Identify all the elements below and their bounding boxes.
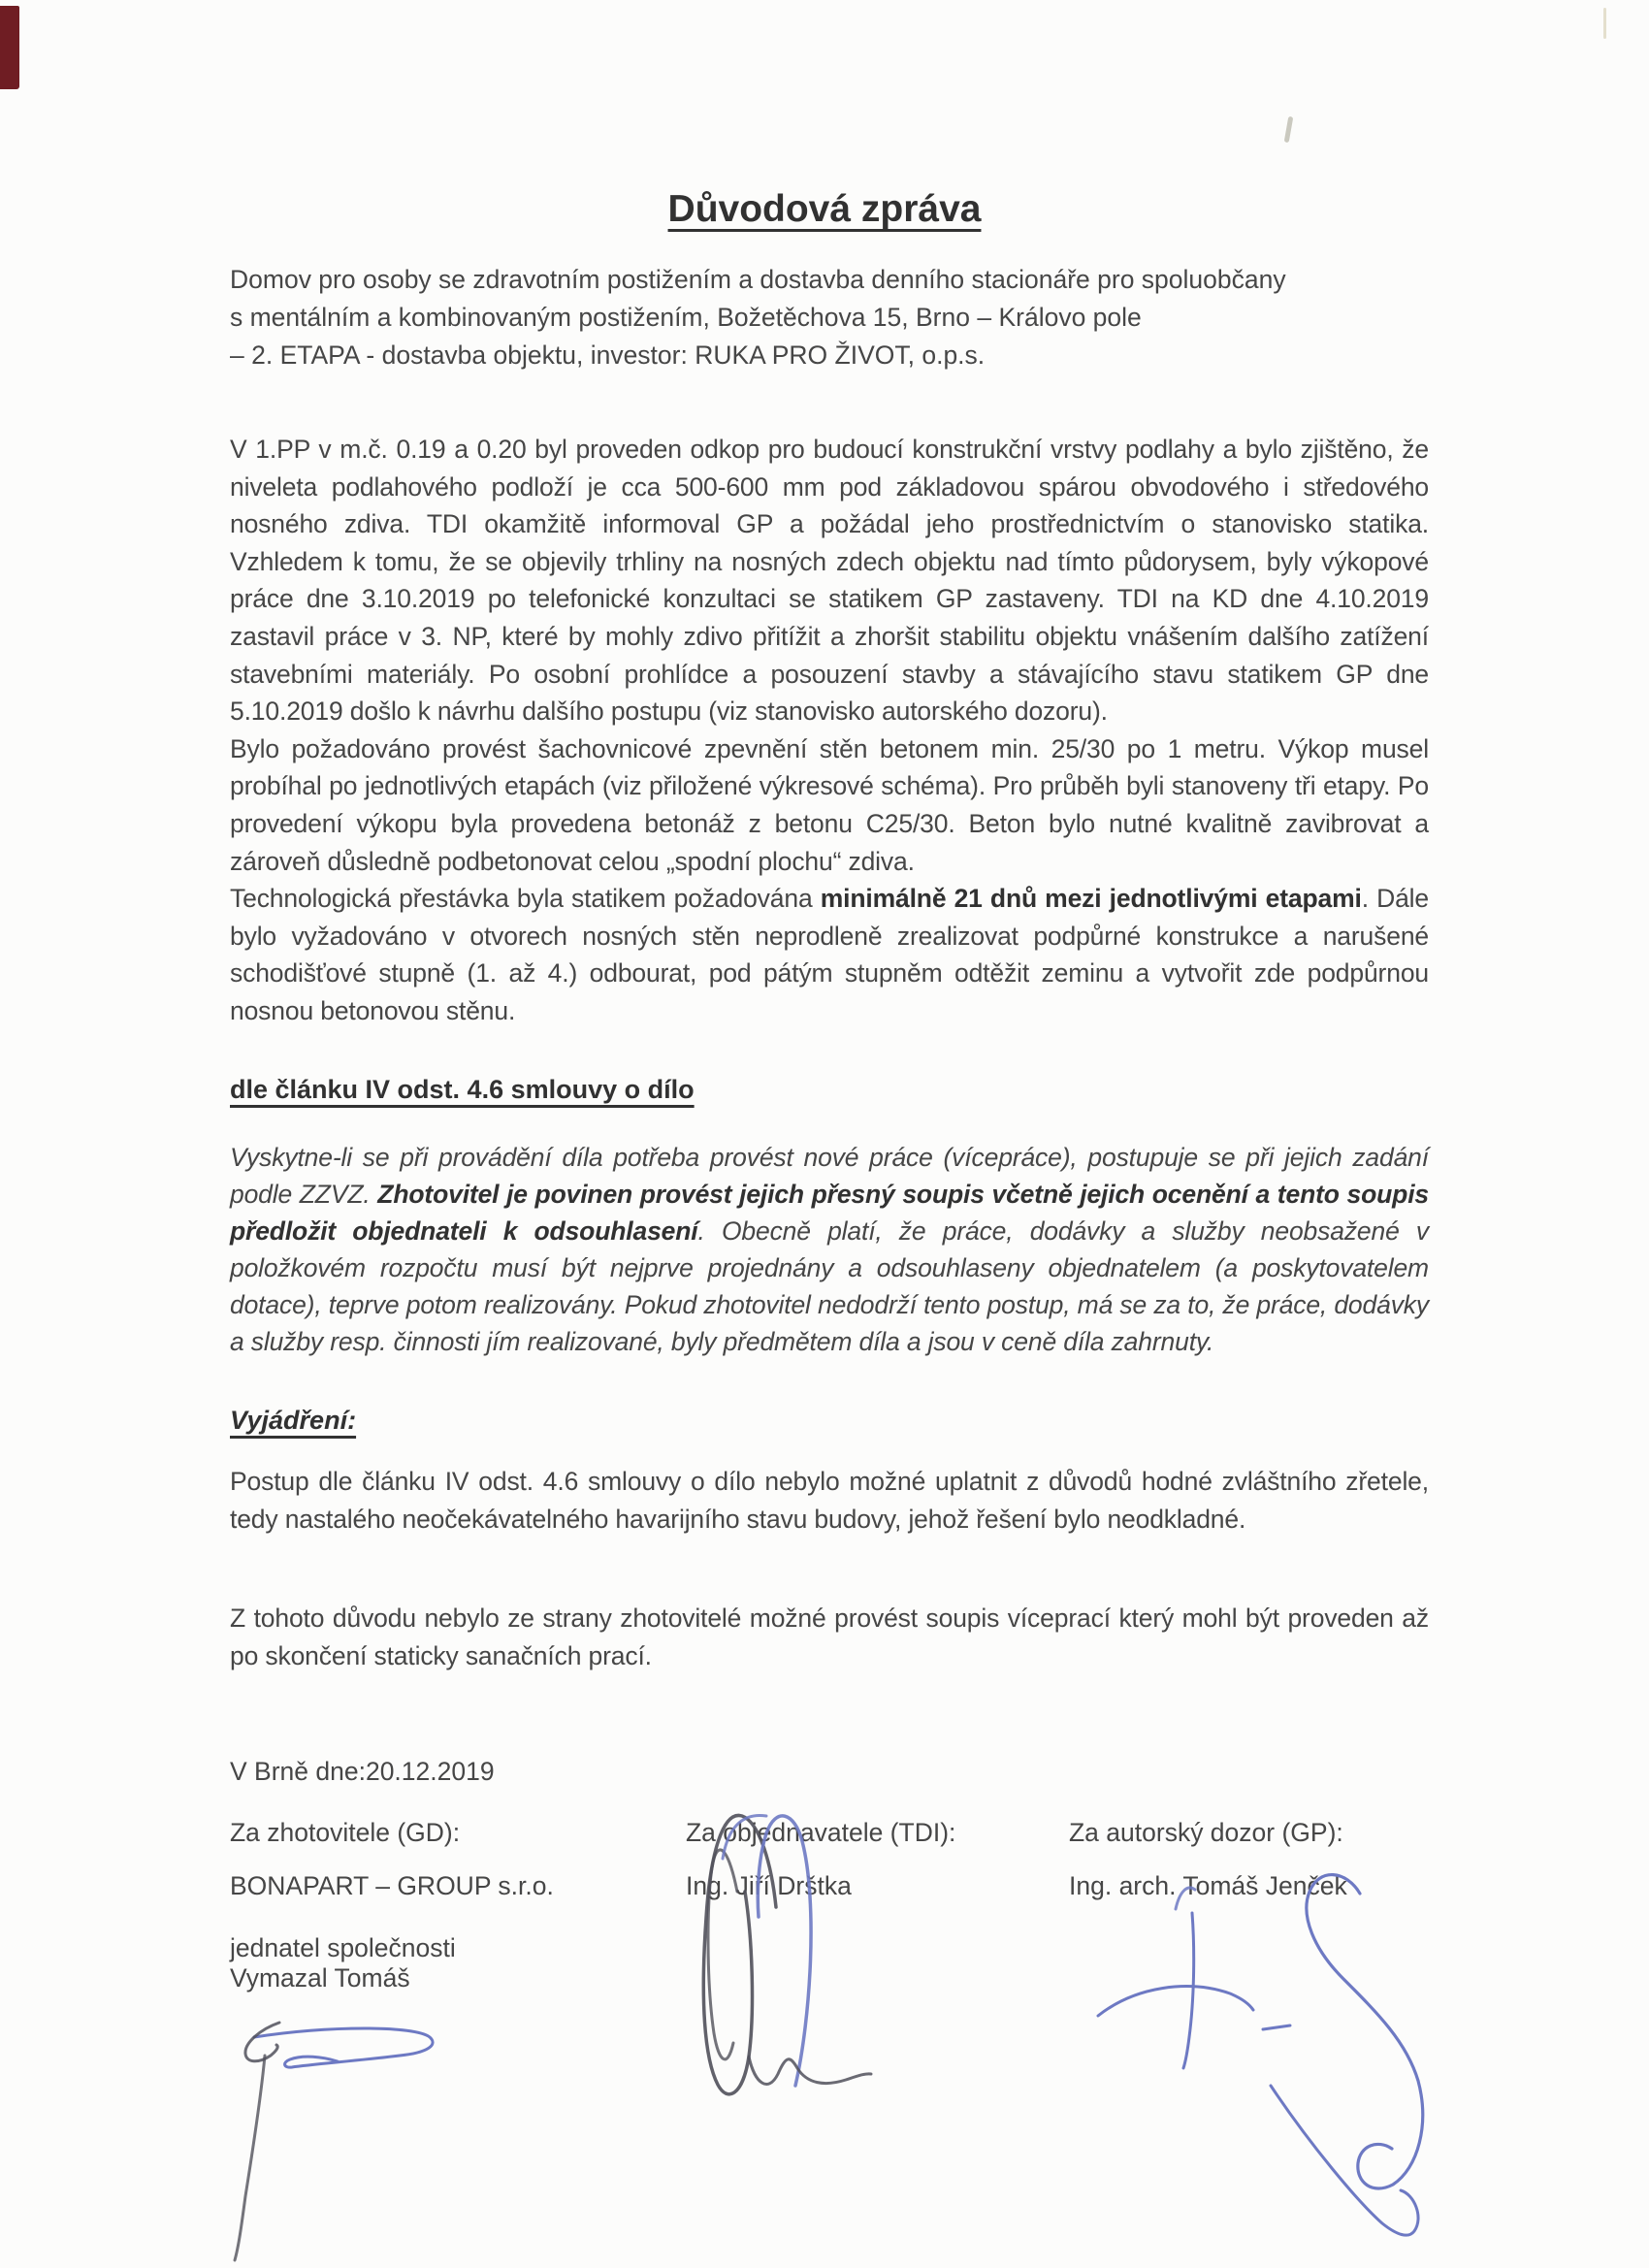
body-paragraph-1: V 1.PP v m.č. 0.19 a 0.20 byl proveden odkop pro budoucí konstrukční vrstvy podlahy a bylo zjištěno, že niveleta podlahového podloží je cca 500-600 mm pod základovou spárou obvodového i středového nosného zdiva. TDI okamžitě informoval GP a požádal jeho prostřednictvím o stanovisko statika. Vzhledem k tomu, že se objevily trhliny na nosných zdech objektu nad tímto půdorysem, byly výkopové práce dne 3.10.2019 po telefonické konzultaci se statikem GP zastaveny. TDI na KD dne 4.10.2019 zastavil práce v 3. NP, které by mohly zdivo přitížit a zhoršit stabilitu objektu vnášením dalšího zatížení stavebními materiály. Po osobní prohlídce a posouzení stavby a stávajícího stavu statikem GP dne 5.10.2019 došlo k návrhu dalšího postupu (viz stanovisko autorského dozoru). <box>230 435 1429 727</box>
signature-role-tdi: Za objednavatele (TDI): <box>686 1818 956 1847</box>
document-title: Důvodová zpráva <box>667 188 982 230</box>
signature-company-gd: BONAPART – GROUP s.r.o. <box>230 1871 554 1900</box>
signature-tdi-ink <box>703 1815 871 2093</box>
scan-artifact-smudge <box>1284 116 1294 143</box>
signature-name-tdi: Ing. Jiří Drštka <box>686 1871 852 1900</box>
scan-artifact-corner <box>0 6 19 89</box>
intro-line-1: Domov pro osoby se zdravotním postižením a dostavba denního stacionáře pro spoluobčany <box>230 265 1286 294</box>
contract-clause-quote: Vyskytne-li se při provádění díla potřeba provést nové práce (vícepráce), postupuje se při jejich zadání podle ZZVZ. Zhotovitel je povinen provést jejich přesný soupis včetně jejich ocenění a tento soupis předložit objednateli k odsouhlasení. Obecně platí, že práce, dodávky a služby neobsažené v položkovém rozpočtu musí být nejprve projednány a odsouhlaseny objednatelem (a poskytovatelem dotace), teprve potom realizovány. Pokud zhotovitel nedodrží tento postup, má se za to, že práce, dodávky a služby resp. činnosti jím realizované, byly předmětem díla a jsou v ceně díla zahrnuty. <box>230 1143 1429 1356</box>
body-paragraph-2: Bylo požadováno provést šachovnicové zpevnění stěn betonem min. 25/30 po 1 metru. Výkop musel probíhal po jednotlivých etapách (viz přiložené výkresové schéma). Pro průběh byli stanoveny tři etapy. Po provedení výkopu byla provedena betonáž z betonu C25/30. Beton bylo nutné kvalitně zavibrovat a zároveň důsledně podbetonovat celou „spodní plochu“ zdiva. <box>230 733 1429 876</box>
section-heading-contract-clause: dle článku IV odst. 4.6 smlouvy o dílo <box>230 1075 695 1104</box>
intro-line-3: – 2. ETAPA - dostavba objektu, investor: RUKA PRO ŽIVOT, o.p.s. <box>230 340 986 370</box>
scan-artifact-edge <box>1603 8 1606 39</box>
signature-gp-ink <box>1098 1875 1423 2236</box>
main-text-block <box>230 431 1429 1030</box>
body-paragraph-4: Postup dle článku IV odst. 4.6 smlouvy o dílo nebylo možné uplatnit z důvodů hodné zvláštního zřetele, tedy nastalého neočekávatelného havarijního stavu budovy, jehož řešení bylo neodkladné. <box>230 1467 1429 1534</box>
section-heading-statement: Vyjádření: <box>230 1406 357 1435</box>
signature-name-gd: Vymazal Tomáš <box>230 1963 410 1993</box>
body-paragraph-3: Technologická přestávka byla statikem požadována minimálně 21 dnů mezi jednotlivými etapami. Dále bylo vyžadováno v otvorech nosných stěn neprodleně zrealizovat podpůrné konstrukce a narušené schodišťové stupně (1. až 4.) odbourat, pod pátým stupněm odtěžit zeminu a vytvořit zde podpůrnou nosnou betonovou stěnu. <box>230 884 1430 1025</box>
signature-name-gp: Ing. arch. Tomáš Jenček <box>1069 1871 1347 1900</box>
body-paragraph-5: Z tohoto důvodu nebylo ze strany zhotovitelé možné provést soupis víceprací který mohl být proveden až po skončení staticky sanačních prací. <box>230 1604 1429 1670</box>
intro-block <box>230 261 1442 374</box>
signature-role-gd: Za zhotovitele (GD): <box>230 1818 461 1847</box>
date-line: V Brně dne:20.12.2019 <box>230 1757 495 1786</box>
signature-position-gd: jednatel společnosti <box>230 1933 456 1962</box>
signature-role-gp: Za autorský dozor (GP): <box>1069 1818 1343 1847</box>
intro-line-2: s mentálním a kombinovaným postižením, Božetěchova 15, Brno – Královo pole <box>230 303 1142 332</box>
signature-gd-ink <box>235 2023 433 2260</box>
